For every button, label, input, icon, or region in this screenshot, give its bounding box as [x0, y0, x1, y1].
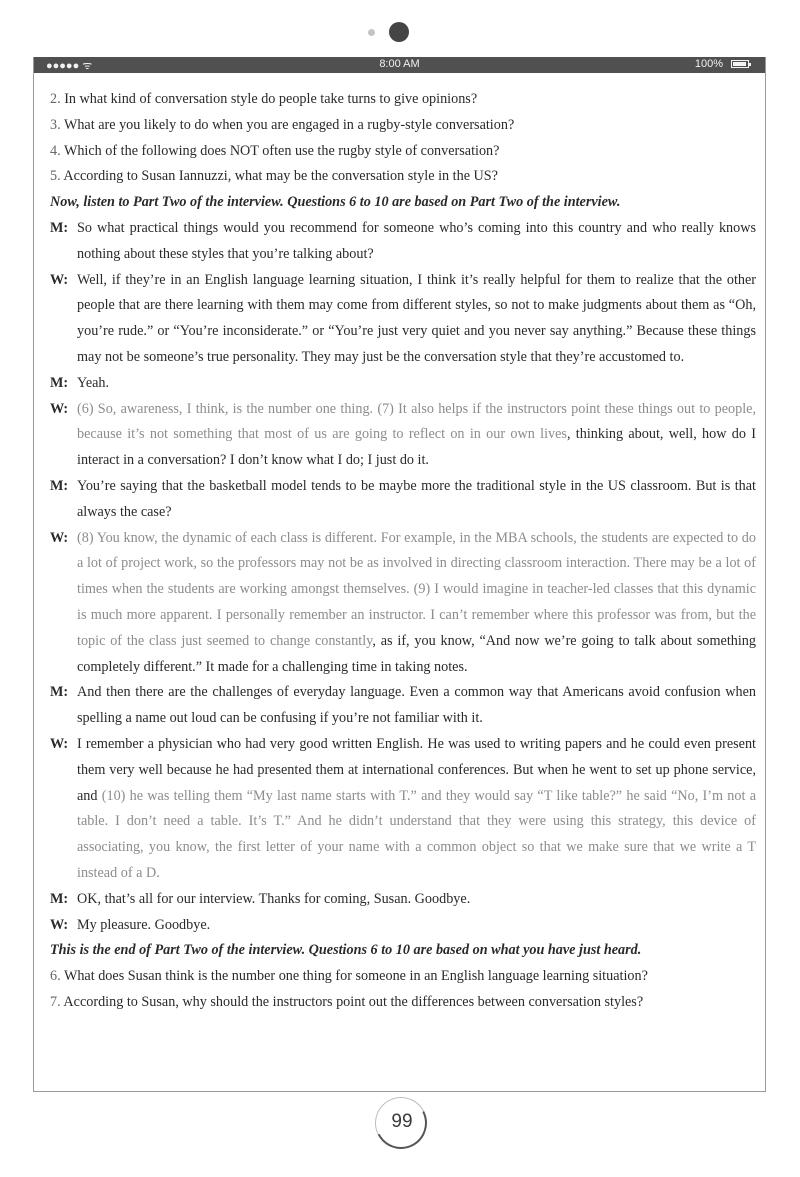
dialogue-turn: M: Yeah. [50, 374, 110, 391]
dialogue-turn: W: (6) So, awareness, I think, is the number one thing. (7) It also helps if the instructors point these things out to people, because it’s not something that most of us are going to reflect on in our own lives, thinking about, well, how do I interact in a conversation? I don’t know what I do; I just do it. [50, 400, 756, 469]
dialogue-turn: M: You’re saying that the basketball model tends to be maybe more the traditional style in the US classroom. But is that always the case? [50, 477, 756, 520]
dialogue-turn: W: My pleasure. Goodbye. [50, 916, 211, 933]
camera-dot-icon [389, 22, 409, 42]
camera-dots [365, 22, 425, 44]
section-heading: Now, listen to Part Two of the interview. Questions 6 to 10 are based on Part Two of the interview. [50, 194, 621, 211]
status-bar [34, 57, 765, 73]
question-item: 7. According to Susan, why should the instructors point out the differences between conversation styles? [50, 993, 644, 1010]
section-heading: This is the end of Part Two of the interview. Questions 6 to 10 are based on what you have just heard. [50, 942, 642, 959]
battery-icon [731, 60, 749, 68]
transcript-content [50, 87, 756, 1016]
signal-icon: ●●●●● ᯤ [46, 60, 93, 72]
tablet-screen [33, 57, 766, 1092]
question-item: 3. What are you likely to do when you are engaged in a rugby-style conversation? [50, 116, 515, 133]
status-time: 8:00 AM [379, 58, 420, 70]
sensor-dot-icon [368, 29, 375, 36]
dialogue-turn: M: And then there are the challenges of everyday language. Even a common way that Americans avoid confusion when spelling a name out loud can be confusing if you’re not familiar with it. [50, 684, 756, 727]
page-number-badge [375, 1097, 431, 1151]
question-item: 5. According to Susan Iannuzzi, what may be the conversation style in the US? [50, 168, 498, 185]
dialogue-turn: M: So what practical things would you recommend for someone who’s coming into this country and who really knows nothing about these styles that you’re talking about? [50, 219, 756, 262]
question-item: 6. What does Susan think is the number one thing for someone in an English language learning situation? [50, 968, 648, 985]
question-item: 2. In what kind of conversation style do people take turns to give opinions? [50, 91, 478, 107]
page-number: 99 [391, 1111, 413, 1132]
dialogue-turn: M: OK, that’s all for our interview. Thanks for coming, Susan. Goodbye. [50, 890, 471, 907]
battery-percentage: 100% [694, 58, 723, 70]
question-item: 4. Which of the following does NOT often use the rugby style of conversation? [50, 142, 500, 159]
dialogue-turn: W: I remember a physician who had very good written English. He was used to writing papers and he could even present them very well because he had presented them at international conferences. But when he went to set up phone service, and (10) he was telling them “My last name starts with T.” and they would say “T like table?” he said “No, I’m not a table. I don’t need a table. It’s T.” And he didn’t understand that they were using this strategy, this device of associating, you know, the first letter of your name with a common object so that we make sure that we write a T instead of a D. [50, 735, 756, 881]
dialogue-turn: W: (8) You know, the dynamic of each class is different. For example, in the MBA schools, the students are expected to do a lot of project work, so the professors may not be as involved in directing classroom interaction. There may be a lot of times when the students are working amongst themselves. (9) I would imagine in teacher-led classes that this dynamic is much more apparent. I personally remember an instructor. I can’t remember where this professor was from, but the topic of the class just seemed to change constantly, as if, you know, “And now we’re going to talk about something completely different.” It made for a challenging time in taking notes. [50, 529, 756, 675]
dialogue-turn: W: Well, if they’re in an English language learning situation, I think it’s really helpful for them to realize that the other people that are there learning with them may come from different styles, so not to make judgments about them as “Oh, you’re rude.” or “You’re inconsiderate.” or “You’re just very quiet and you never say anything.” Because these things may not be someone’s true personality. They may just be the conversation style that they’re accustomed to. [50, 271, 756, 365]
